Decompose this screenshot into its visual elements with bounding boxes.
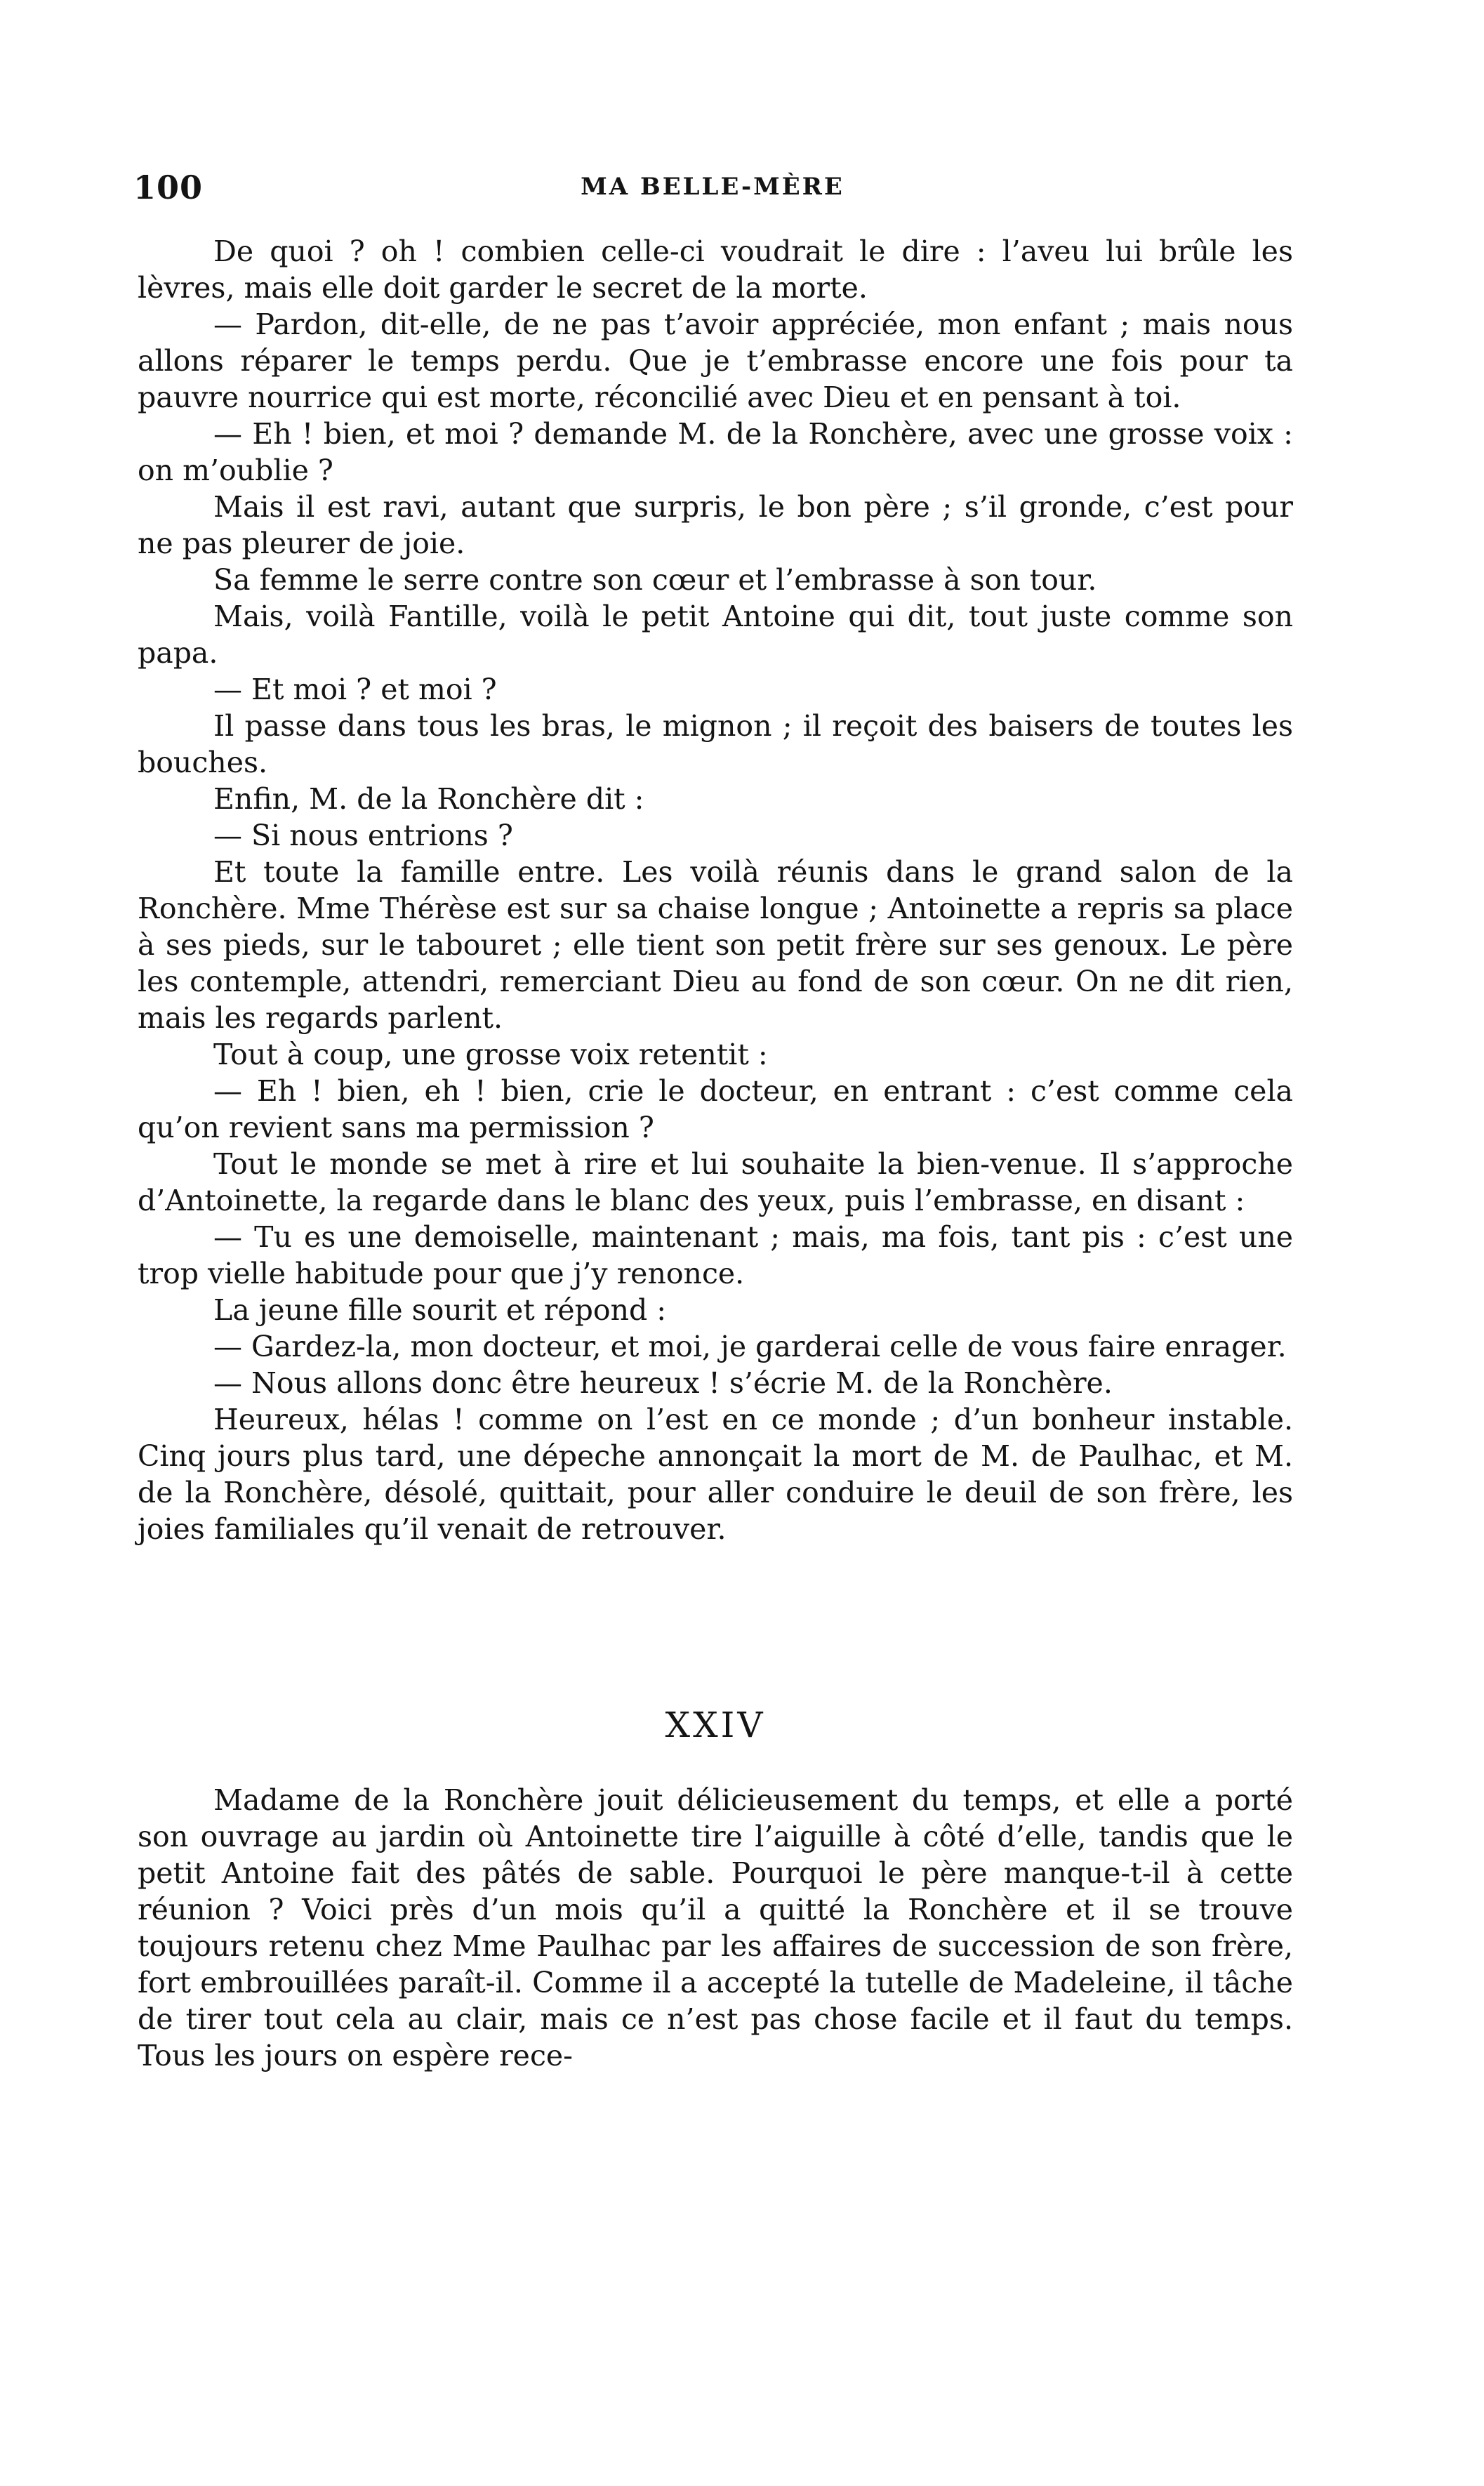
paragraph: Heureux, hélas ! comme on l’est en ce monde ; d’un bonheur instable. Cinq jours plus tard, une dépeche annonçait la mort de M. de Paulhac, et M. de la Ronchère, désolé, quittait, pour aller conduire le deuil de son frère, les joies familiales qu’il venait de retrouver.	[138, 1403, 1293, 1546]
paragraph: — Eh ! bien, et moi ? demande M. de la Ronchère, avec une grosse voix : on m’oublie ?	[138, 417, 1293, 487]
paragraph: Enfin, M. de la Ronchère dit :	[213, 782, 644, 816]
paragraph: La jeune fille sourit et répond :	[213, 1293, 667, 1327]
paragraph: — Tu es une demoiselle, maintenant ; mais, ma fois, tant pis : c’est une trop vielle habitude pour que j’y renonce.	[138, 1220, 1293, 1290]
chapter-text	[138, 1782, 1293, 2074]
paragraph: Sa femme le serre contre son cœur et l’embrasse à son tour.	[213, 563, 1097, 597]
paragraph: — Eh ! bien, eh ! bien, crie le docteur, en entrant : c’est comme cela qu’on revient sans ma permission ?	[138, 1074, 1293, 1144]
page-number: 100	[133, 168, 204, 206]
paragraph: Et toute la famille entre. Les voilà réunis dans le grand salon de la Ronchère. Mme Thérèse est sur sa chaise longue ; Antoinette a repris sa place à ses pieds, sur le tabouret ; elle tient son petit frère sur ses genoux. Le père les contemple, attendri, remerciant Dieu au fond de son cœur. On ne dit rien, mais les regards parlent.	[138, 855, 1293, 1035]
paragraph: De quoi ? oh ! combien celle-ci voudrait le dire : l’aveu lui brûle les lèvres, mais elle doit garder le secret de la morte.	[138, 234, 1293, 305]
chapter-heading: XXIV	[665, 1705, 766, 1745]
page-header	[133, 168, 1292, 211]
running-title: MA BELLE-MÈRE	[581, 173, 844, 201]
paragraph: — Pardon, dit-elle, de ne pas t’avoir appréciée, mon enfant ; mais nous allons réparer le temps perdu. Que je t’embrasse encore une fois pour ta pauvre nourrice qui est morte, réconcilié avec Dieu et en pensant à toi.	[138, 308, 1293, 414]
paragraph: Mais, voilà Fantille, voilà le petit Antoine qui dit, tout juste comme son papa.	[138, 600, 1293, 670]
paragraph: — Et moi ? et moi ?	[213, 673, 497, 706]
paragraph: Madame de la Ronchère jouit délicieusement du temps, et elle a porté son ouvrage au jardin où Antoinette tire l’aiguille à côté d’elle, tandis que le petit Antoine fait des pâtés de sable. Pourquoi le père manque-t-il à cette réunion ? Voici près d’un mois qu’il a quitté la Ronchère et il se trouve toujours retenu chez Mme Paulhac par les affaires de succession de son frère, fort embrouillées paraît-il. Comme il a accepté la tutelle de Madeleine, il tâche de tirer tout cela au clair, mais ce n’est pas chose facile et il faut du temps. Tous les jours on espère rece-	[138, 1783, 1293, 2072]
paragraph: Mais il est ravi, autant que surpris, le bon père ; s’il gronde, c’est pour ne pas pleurer de joie.	[138, 490, 1293, 560]
body-text	[138, 233, 1293, 1547]
paragraph: — Si nous entrions ?	[213, 819, 513, 852]
paragraph: Tout à coup, une grosse voix retentit :	[213, 1038, 768, 1071]
paragraph: — Nous allons donc être heureux ! s’écrie M. de la Ronchère.	[213, 1366, 1113, 1400]
paragraph: Il passe dans tous les bras, le mignon ; il reçoit des baisers de toutes les bouches.	[138, 709, 1293, 779]
paragraph: — Gardez-la, mon docteur, et moi, je garderai celle de vous faire enrager.	[213, 1330, 1287, 1363]
paragraph: Tout le monde se met à rire et lui souhaite la bien-venue. Il s’approche d’Antoinette, la regarde dans le blanc des yeux, puis l’embrasse, en disant :	[138, 1147, 1293, 1217]
